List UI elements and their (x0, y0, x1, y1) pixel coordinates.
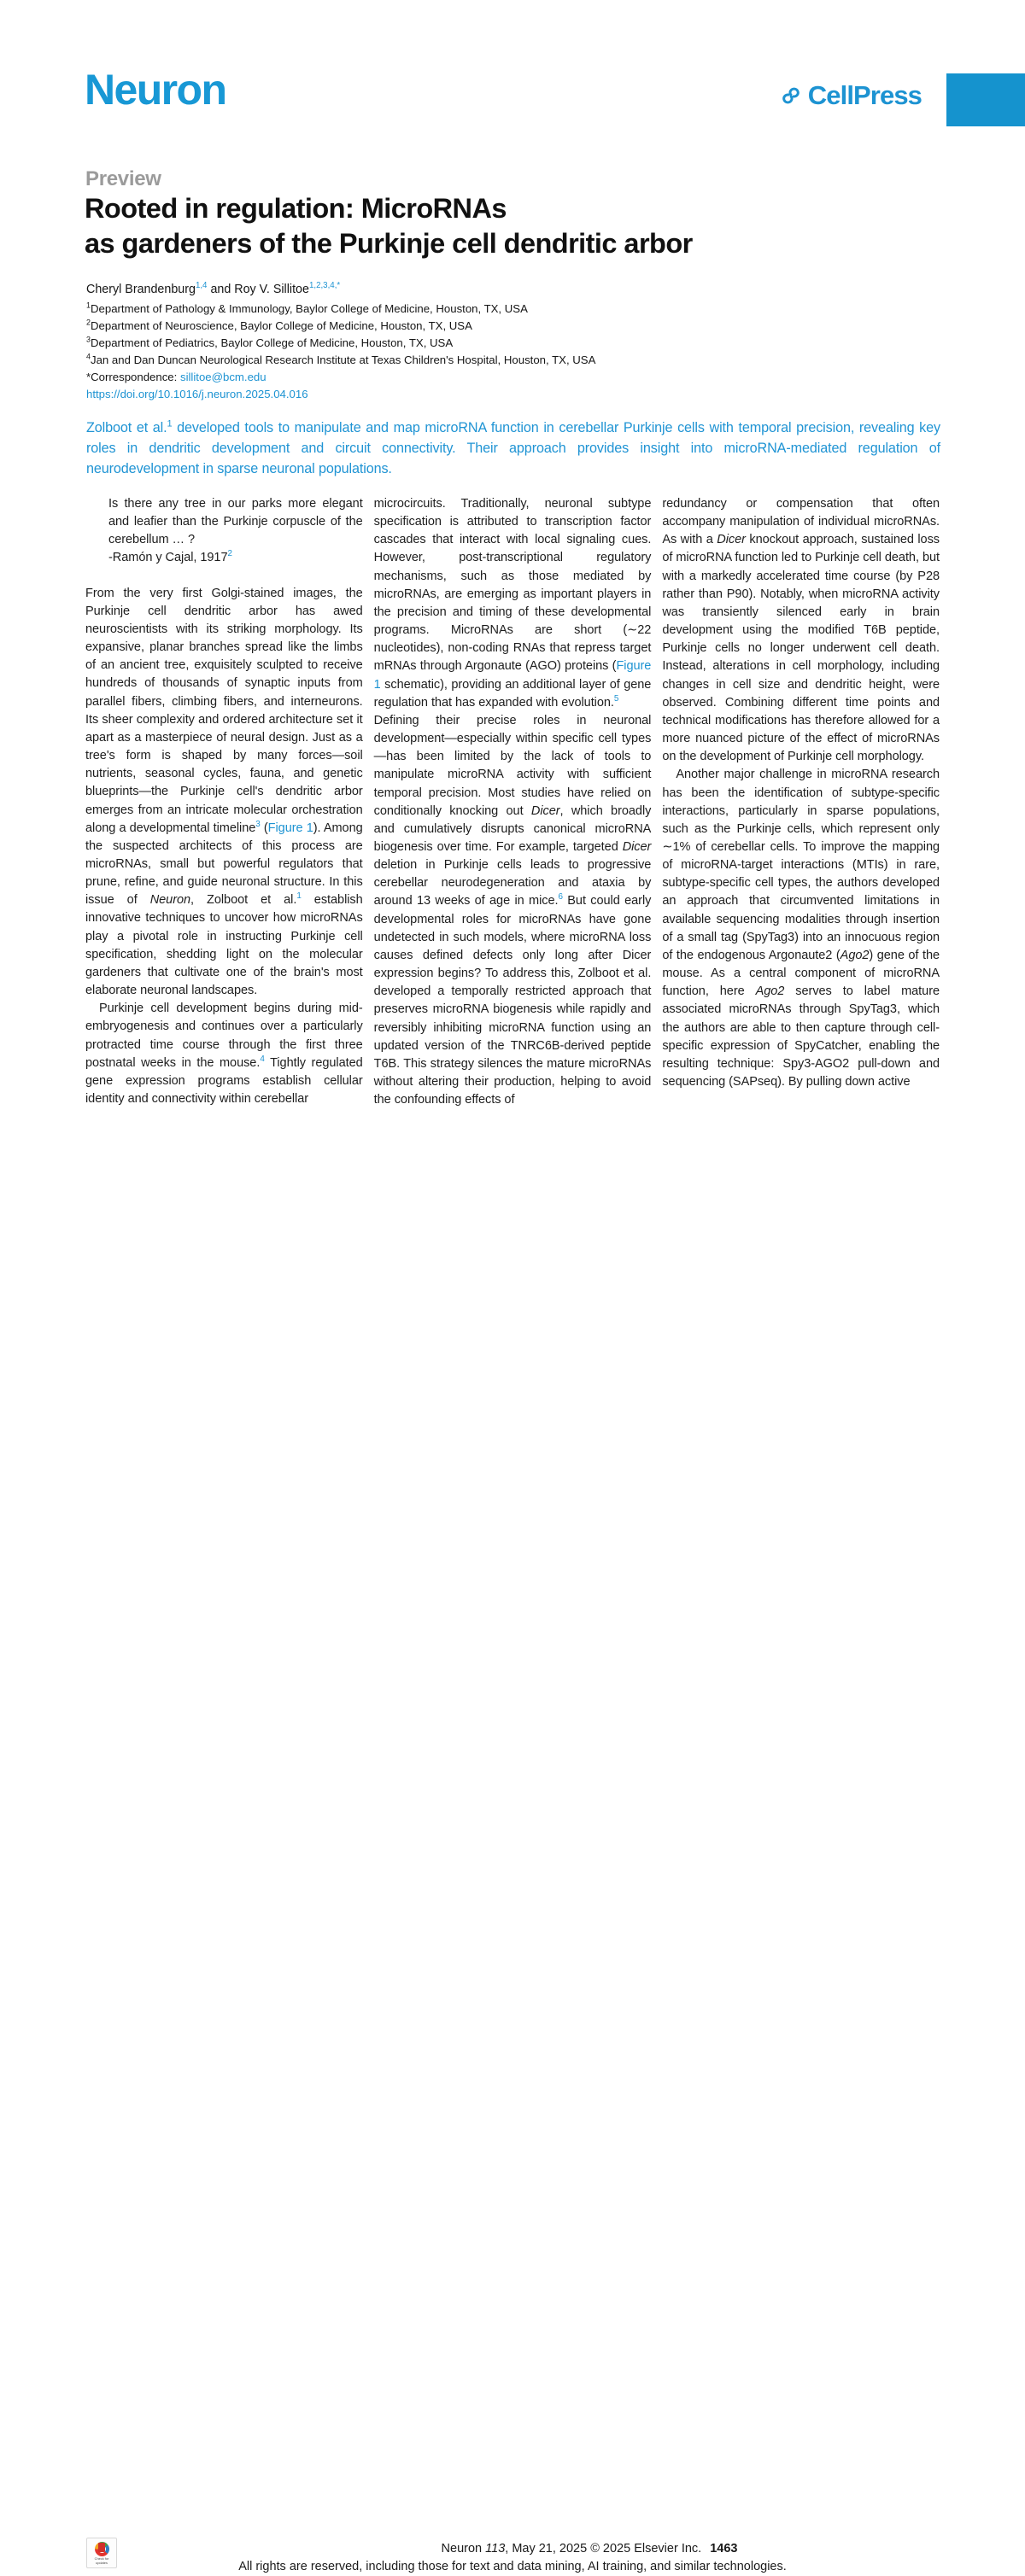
body-column-1 (85, 495, 363, 1109)
epigraph-ref-marker: 2 (227, 549, 232, 559)
masthead-color-block (946, 73, 1025, 126)
affiliation-4 (86, 352, 940, 369)
body-columns (85, 495, 940, 1109)
col3-p1-a: redundancy or compensation that often accompany manipulation of individual microRNAs. As with a (662, 497, 940, 547)
journal-name-italic: Neuron (149, 893, 191, 908)
col3-p2-a: Another major challenge in microRNA research has been the identification of subtype-specific interactions, particularly in sparse populations, such as the Purkinje cells, which represent only ∼1% of cerebellar cells. To improve the mapping of microRNA-target interactions (MTIs) in rare, subtype-specific cell types, the authors developed an approach that circumvented limitations in available sequencing modalities through insertion of a small tag (SpyTag3) into an innocuous region of the endogenous Argonaute2 ( (662, 768, 940, 962)
paragraph (374, 495, 652, 712)
col3-p2-b: ) gene of the mouse. As a central component of microRNA function, here (662, 948, 940, 999)
affiliation-2 (86, 318, 940, 335)
affil-4-marker: 4 (86, 352, 91, 361)
col3-p2-c: serves to label mature associated microRNAs through SpyTag3, which the authors are able to then capture through cell-specific expression of SpyCatcher, enabling the resulting technique: Spy3-AGO2 pull-down and sequencing (SAPseq). By pulling down active (662, 984, 940, 1089)
col1-p2-b: Tightly regulated gene expression programs establish cellular identity and connectivity within cerebellar (85, 1055, 363, 1106)
affil-1-text: Department of Pathology & Immunology, Baylor College of Medicine, Houston, TX, USA (91, 301, 528, 315)
footer-citation-block (0, 2540, 1025, 2576)
teaser-part-2: developed tools to manipulate and map microRNA function in cerebellar Purkinje cells with temporal precision, revealing key roles in dendritic development and circuit connectivity. Their approach provides insight into microRNA-mediated regulation of neurodevelopment in sparse neuronal populations. (86, 420, 941, 476)
publisher-name: CellPress (807, 80, 922, 110)
col1-p1-c: ). Among the suspected architects of this process are microRNAs, small but powerful regulators that prune, refine, and guide neuronal structure. In this issue of (85, 821, 363, 908)
paragraph (662, 495, 940, 766)
col2-p2-a: Defining their precise roles in neuronal development—especially within specific cell types—has been limited by the lack of tools to manipulate microRNA activity with sufficient temporal precision. Most studies have relied on conditionally knocking out (373, 713, 652, 818)
gene-name-italic: Ago2 (840, 948, 870, 962)
footer-citation-line (0, 2540, 1025, 2558)
correspondence-label: *Correspondence: (86, 370, 180, 383)
col1-p1-ref-3: 3 (255, 819, 261, 829)
col1-p2-a: Purkinje cell development begins during mid-embryogenesis and continues over a particularly protracted time course through the first three postnatal weeks in the mouse. (85, 1002, 363, 1070)
gene-name-italic: Dicer (622, 839, 652, 854)
col1-p1-a: From the very first Golgi-stained images, the Purkinje cell dendritic arbor has awed neuroscientists with its striking morphology. Its expansive, planar branches spread like the limbs of an ancient tree, exquisitely sculpted to receive hundreds of thousands of synaptic inputs from parallel fibers, climbing fibers, and interneurons. Its sheer complexity and ordered architecture set it apart as a masterpiece of neural design. Just as a tree's form is shaped by many forces—soil nutrients, seasonal cycles, fauna, and genetic blueprints—the Purkinje cell's dendritic arbor emerges from an intricate molecular orchestration along a developmental timeline (85, 586, 363, 835)
journal-logo[interactable]: Neuron (85, 66, 226, 114)
crossmark-label-line-1: Check for (94, 2556, 109, 2561)
author-name-1[interactable]: Cheryl Brandenburg (86, 283, 196, 296)
author-list (86, 281, 940, 300)
publisher-logo[interactable] (780, 82, 922, 108)
title-line-1: Rooted in regulation: MicroRNAs (85, 193, 507, 224)
article-teaser (86, 418, 940, 479)
gene-name-italic: Dicer (530, 803, 560, 818)
affil-2-marker: 2 (86, 318, 91, 327)
authors-block (86, 281, 940, 403)
teaser-ref-marker: 1 (167, 418, 173, 429)
affiliation-1 (86, 301, 940, 318)
body-column-2 (374, 495, 652, 1109)
affil-4-text: Jan and Dan Duncan Neurological Research Institute at Texas Children's Hospital, Houston, TX, USA (91, 353, 596, 366)
col1-p2-ref-4: 4 (260, 1054, 265, 1064)
col2-p1-ref-5: 5 (613, 693, 619, 704)
crossmark-label-line-2: updates (96, 2560, 108, 2565)
figure-1-link[interactable]: Figure 1 (373, 659, 652, 692)
correspondence-line (86, 369, 940, 386)
doi-link[interactable]: https://doi.org/10.1016/j.neuron.2025.04.016 (86, 388, 308, 401)
gene-name-italic: Dicer (717, 533, 746, 547)
cellpress-mark-icon (780, 85, 802, 107)
paragraph (662, 766, 940, 1091)
affil-3-marker: 3 (86, 335, 91, 344)
col3-p1-b: knockout approach, sustained loss of microRNA function led to Purkinje cell death, but with a markedly accelerated time course (by P28 rather than P90). Notably, when microRNA activity was transiently silenced early in brain development using the modified T6B peptide, Purkinje cells no longer underwent cell death. Instead, alterations in cell morphology, including changes in cell size and dendritic height, were observed. Combining different time points and technical modifications has therefore allowed for a more nuanced picture of the effect of microRNAs on the development of Purkinje cell morphology. (662, 533, 940, 764)
paragraph (85, 1000, 363, 1108)
page-footer (0, 1265, 1025, 2574)
col1-p1-b: ( (260, 821, 268, 835)
col1-p1-ref-1: 1 (296, 891, 302, 902)
paragraph (374, 712, 652, 1109)
col1-p1-d: , Zolboot et al. (190, 893, 297, 908)
author-2-affil-marks: 1,2,3,4,* (308, 281, 341, 291)
footer-rights-line: All rights are reserved, including those for text and data mining, AI training, and similar technologies. (238, 2560, 787, 2574)
col2-p1-b: schematic), providing an additional layer of gene regulation that has expanded with evolution. (373, 677, 652, 710)
affiliation-3 (86, 335, 940, 352)
epigraph (108, 495, 363, 568)
footer-issue-info: , May 21, 2025 © 2025 Elsevier Inc. (505, 2542, 702, 2556)
page-title (85, 191, 939, 262)
gene-name-italic: Ago2 (755, 984, 785, 999)
epigraph-quote: Is there any tree in our parks more elegant and leafier than the Purkinje corpuscle of the cerebellum … ? (108, 497, 363, 547)
paragraph (85, 585, 363, 1001)
epigraph-attribution (108, 549, 363, 567)
teaser-part-1: Zolboot et al. (86, 420, 167, 435)
col2-p1-a: microcircuits. Traditionally, neuronal subtype specification is attributed to transcription factor cascades that interact with local signaling cues. However, post-transcriptional regulatory mechanisms, such as those mediated by microRNAs, are emerging as important players in the precision and timing of these developmental programs. MicroRNAs are short (∼22 nucleotides), non-coding RNAs that repress target mRNAs through Argonaute (AGO) proteins ( (373, 497, 652, 674)
affil-3-text: Department of Pediatrics, Baylor College of Medicine, Houston, TX, USA (91, 336, 454, 349)
figure-1-link[interactable]: Figure 1 (267, 821, 313, 835)
col2-p2-b: , which broadly and cumulatively disrupts canonical microRNA biogenesis over time. For example, targeted (373, 803, 652, 854)
author-1-affil-marks: 1,4 (195, 281, 208, 291)
footer-journal: Neuron (441, 2542, 486, 2556)
author-conjunction: and (207, 283, 235, 296)
col2-p2-d: But could early developmental roles for microRNAs have gone undetected in such models, where microRNA loss causes defined defects only long after Dicer expression begins? To address this, Zolboot et al. developed a temporally restricted approach that preserves microRNA biogenesis while rapidly and reversibly inhibiting microRNA function using an updated version of the TNRC6B-derived peptide T6B. This strategy silences the mature microRNAs without altering their production, helping to avoid the confounding effects of (373, 894, 652, 1107)
author-name-2[interactable]: Roy V. Sillitoe (234, 283, 309, 296)
footer-volume: 113 (485, 2542, 506, 2556)
article-type-label: Preview (85, 167, 161, 190)
col2-p2-c: deletion in Purkinje cells leads to progressive cerebellar neurodegeneration and ataxia by around 13 weeks of age in mice. (373, 858, 652, 908)
page-number: 1463 (710, 2542, 738, 2556)
col1-p1-e: establish innovative techniques to uncover how microRNAs play a pivotal role in instructing Purkinje cell specification, shedding light on the molecular gardeners that cultivate one of the brain's most elaborate neuronal landscapes. (85, 893, 363, 998)
epigraph-attribution-text: -Ramón y Cajal, 1917 (108, 551, 228, 565)
correspondence-email-link[interactable]: sillitoe@bcm.edu (179, 370, 266, 383)
affil-2-text: Department of Neuroscience, Baylor College of Medicine, Houston, TX, USA (91, 318, 472, 332)
affil-1-marker: 1 (86, 301, 91, 310)
title-line-2: as gardeners of the Purkinje cell dendritic arbor (85, 228, 693, 260)
masthead (0, 0, 1025, 143)
body-column-3 (662, 495, 940, 1109)
col2-p2-ref-6: 6 (558, 892, 563, 902)
